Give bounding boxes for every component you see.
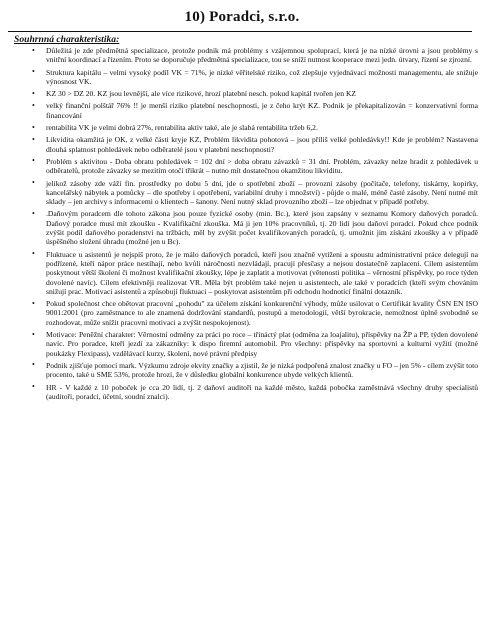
list-item-text: Pokud společnost chce obětovat pracovní „pohodu" za účelem získání konkurenční výhody, může usilovat o Certifikát kvality ČSN EN ISO 9001:2001 (pro zaměstnance to ale znamená dodržování standardů, postupů a metodologií, větší byrokracie, nemožnost úplně svobodně se rozhodovat, může snížit pracovní motivaci a zvýšit nespokojenost).: [46, 299, 478, 327]
bullet-icon: •: [32, 122, 35, 132]
section-heading: Souhrnná charakteristika:: [14, 34, 120, 45]
bullet-list: [0, 46, 484, 401]
list-item-text: Motivace: Peněžní charakter: Věrnostní odměny za práci po roce – třináctý plat (odměna za loajalitu), příspěvky na ŽP a PP, týden dovolené navíc. Pro poradce, kteří jezdí za zákazníky: k dispo firemní automobil. Pro všechny: příspěvky na sportovní a kulturní vyžití (možné poukázky Flexipass), vzdělávací kurzy, školení, nové právní předpisy: [46, 330, 478, 358]
list-item: [0, 361, 484, 380]
bullet-icon: •: [32, 329, 35, 339]
bullet-icon: •: [32, 156, 35, 166]
list-item-text: .Daňovým poradcem dle tohoto zákona jsou pouze fyzické osoby (min. Bc.), které jsou zapsány v seznamu Komory daňových poradců. Daňový poradce musí mít zkoušku - Kvalifikační zkouška. Má ji jen 10% pracovníků, tj. 20 lidí jsou daňoví poradci. Pokud chce podnik zvýšit podíl daňového poradenství na tržbách, měl by zvýšit počet kvalifikovaných poradců, tj. umožnit jim získání zkoušky a v případě úspěšného složení úhradu (možné jen u Bc).: [46, 209, 478, 247]
list-item: [0, 101, 484, 120]
list-item: [0, 157, 484, 176]
list-item-text: Důležitá je zde předmětná specializace, protože podnik má problémy s vzájemnou spoluprací, která je na nízké úrovni a jsou problémy s vnitřní koordinací a řízením. Proto se doporučuje předmětná specializace, tou se sníží nutnost kooperace mezi jedn. útvary, řízení se zjrozní.: [46, 46, 478, 65]
list-item-text: velký finanční polštář 76% !! je menší riziko platební neschopnosti, je z čeho krýt KZ. Podnik je překapitalizován = konzervativní forma financování: [46, 101, 478, 120]
list-item: [0, 123, 484, 132]
list-item: [0, 135, 484, 154]
list-item: [0, 46, 484, 65]
list-item-text: Problém s aktivitou - Doba obratu pohledávek = 102 dní > doba obratu závazků = 31 dní. Problém, závazky nelze hradit z pohledávek u odběratelů, protože závazky se mezitím otočí třikrát – nutno mít dostatečnou okamžitou likviditu.: [46, 156, 478, 176]
bullet-icon: •: [32, 298, 35, 308]
list-item-text: Podnik zjišťuje pomocí mark. Výzkumu zdroje ekvity značky a zjistil, že je nízká podpořená znalost značky u FO – jen 5% - cílem zvýšit toto procento, také u SME 53%, protože hrozí, že v důsledku globální konkurence ubyde velkých klientů.: [46, 360, 478, 380]
bullet-icon: •: [32, 208, 35, 218]
list-item: [0, 68, 484, 87]
list-item: [0, 383, 484, 402]
bullet-icon: •: [32, 134, 35, 144]
list-item: [0, 299, 484, 327]
list-item-text: KZ 30 > DZ 20. KZ jsou levnější, ale více rizikové, hrozí platební nesch. pokud kapitál tvořen jen KZ: [46, 89, 357, 99]
bullet-icon: •: [32, 67, 35, 77]
bullet-icon: •: [32, 178, 35, 188]
list-item: [0, 179, 484, 207]
bullet-icon: •: [32, 45, 35, 55]
list-item-text: Struktura kapitálu – velmi vysoký podíl VK = 71%, je nízké věřitelské riziko, což zlepšuje vyjednávací možnosti managementu, ale snižuje výnosnost VK.: [46, 67, 478, 86]
list-item-text: rentabilita VK je velmi dobrá 27%, rentabilita aktiv také, ale je slabá rentabilita tržeb 6,2.: [46, 123, 318, 133]
list-item: [0, 89, 484, 98]
list-item: [0, 250, 484, 296]
list-item-text: jelikož zásoby zde váží fin. prostředky po dobu 5 dní, jde o spotřební zboží – provozní zásoby (počítače, telefony, tiskárny, kopírky, kancelářský nábytek a pomůcky – dle spotřeby i opotřebení, variabilní druhy i množství) - půjde o malé, méně časté zásoby. Není nutné mít sklady – jen archivy s informacemi o klientech – šanony. Není nutný sklad provozního zboží – lze objednat v případě potřeby.: [46, 178, 478, 207]
bullet-icon: •: [32, 382, 35, 391]
bullet-icon: •: [32, 249, 35, 259]
document-title: 10) Poradci, s.r.o.: [184, 9, 300, 25]
bullet-icon: •: [32, 100, 35, 110]
list-item-text: HR - V každé z 10 poboček je cca 20 lidí, tj. 2 daňoví auditoři na každé město, každá pobočka zaměstnává všechny druhy specialistů (auditoři, poradci, účetní, soudní znalci).: [46, 382, 478, 401]
bullet-icon: •: [32, 88, 35, 98]
bullet-icon: •: [32, 360, 35, 370]
list-item-text: Fluktuace u asistentů je nejspíš proto, že je málo daňových poradců, kteří jsou značně vytíženi a spoustu administrativní práce delegují na podřízené, kteří nápor práce nestíhají, nebo kvůli náročnosti nezvládají, pracují přesčasy a nejsou dostatečně zaplacení. Cílem asistentům poskytnout větší školení či možnost kvalifikační zkoušky, lépe je zaplatit a motivovat (větenosti politika – věrnostní příspěvky, po roce týden dovolené navíc). Cílem efektivněji realizovat VR. Měla být problém také nejen u asistentech, ale také v poradcích (kteří svým chováním snižují prac. Motivaci asistentů a způsobují fluktuaci – poskytovat asistentům při odchodu hodnotící finální dotazník.: [46, 249, 478, 296]
list-item: [0, 209, 484, 246]
list-item-text: Likvidita okamžitá je OK, z velké části kryje KZ, Problém likvidita pohotová – jsou příliš velké pohledávky!! Kde je problém? Nastavena dlouhá splatnost pohledávek nebo odběratelé jsou v platební neschopnosti?: [46, 135, 478, 154]
list-item: [0, 330, 484, 358]
title-underline: [8, 31, 472, 32]
